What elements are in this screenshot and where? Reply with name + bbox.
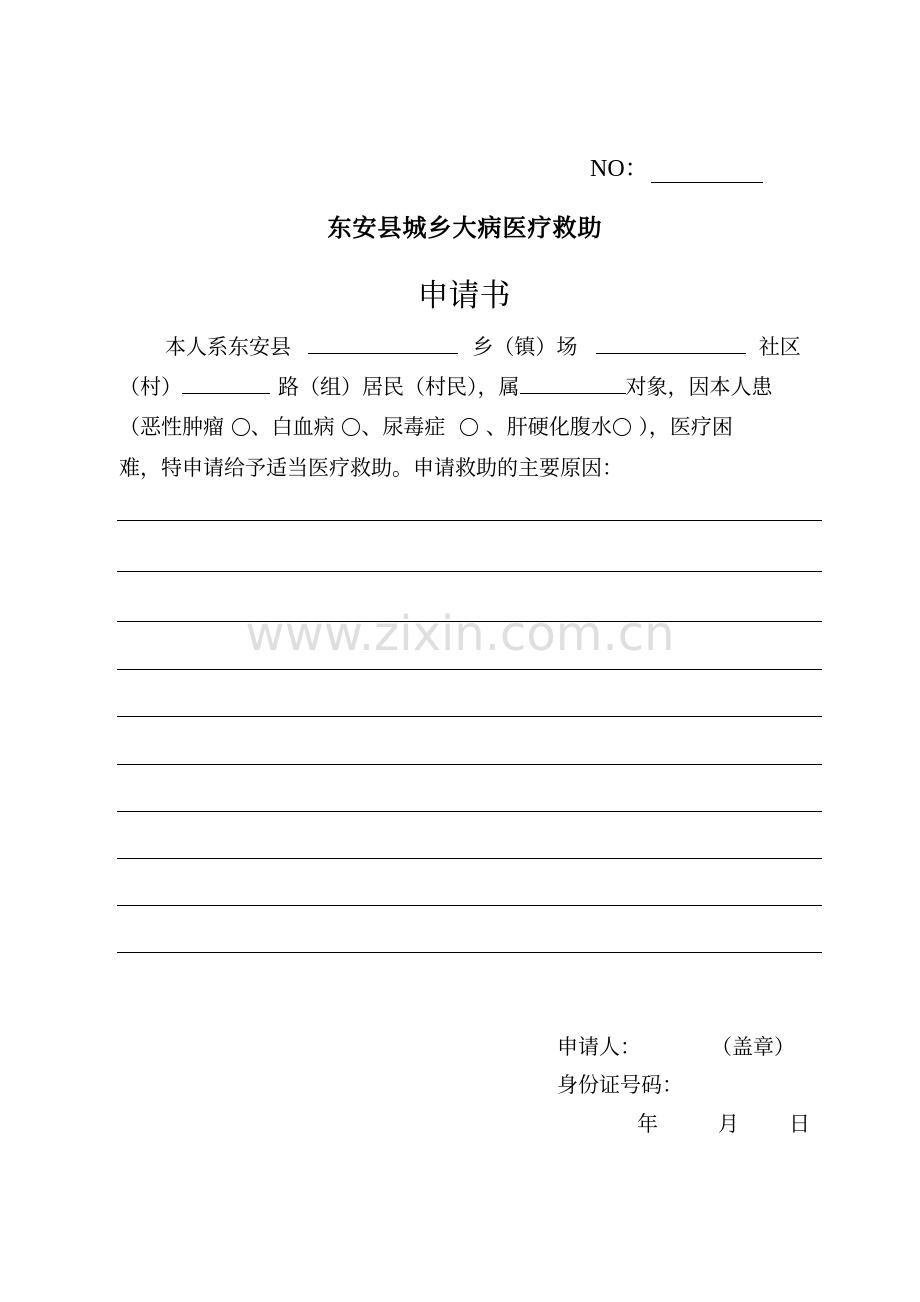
document-subtitle: 申请书	[417, 278, 511, 314]
resident-label: 路（组）居民（村民），属	[278, 375, 520, 399]
cirrhosis-label: 、肝硬化腹水	[485, 415, 612, 439]
reason-line[interactable]	[117, 716, 822, 717]
illness-label: 对象，因本人患	[625, 375, 773, 399]
watermark: www.zixin.com.cn	[245, 606, 675, 662]
tumor-checkbox[interactable]	[232, 418, 250, 436]
paragraph-line-3	[119, 411, 733, 441]
day-label: 日	[789, 1112, 810, 1136]
month-label: 月	[718, 1112, 739, 1136]
applicant-label: 申请人：	[557, 1035, 641, 1059]
number-field	[590, 148, 763, 183]
year-label: 年	[637, 1112, 658, 1136]
reason-line[interactable]	[117, 811, 822, 812]
reason-line[interactable]	[117, 764, 822, 765]
reason-line[interactable]	[117, 858, 822, 859]
uremia-label: 、尿毒症	[361, 415, 446, 439]
reason-line[interactable]	[117, 669, 822, 670]
road-blank[interactable]	[182, 371, 270, 394]
leukemia-checkbox[interactable]	[342, 418, 360, 436]
township-blank[interactable]	[596, 331, 746, 354]
tumor-label: （恶性肿瘤	[119, 415, 224, 439]
cirrhosis-checkbox[interactable]	[613, 418, 631, 436]
county-prefix: 本人系东安县	[165, 335, 291, 359]
community-label: 社区	[758, 335, 801, 359]
township-label: 乡（镇）场	[472, 335, 578, 359]
seal-label: （盖章）	[711, 1035, 795, 1059]
reason-line[interactable]	[117, 520, 822, 521]
reason-line[interactable]	[117, 571, 822, 572]
difficulty-label: ），医疗困	[638, 415, 733, 439]
paragraph-line-1	[165, 331, 801, 361]
paragraph-line-4: 难，特申请给予适当医疗救助。申请救助的主要原因：	[119, 456, 623, 480]
leukemia-label: 、白血病	[250, 415, 335, 439]
county-blank[interactable]	[308, 331, 458, 354]
uremia-checkbox[interactable]	[460, 418, 478, 436]
id-number-label: 身份证号码：	[557, 1073, 683, 1097]
reason-line[interactable]	[117, 905, 822, 906]
village-label: （村）	[119, 375, 182, 399]
number-label: NO：	[590, 156, 649, 182]
category-blank[interactable]	[520, 371, 626, 394]
reason-line[interactable]	[117, 952, 822, 953]
paragraph-line-2	[119, 371, 773, 401]
number-blank[interactable]	[651, 156, 763, 183]
document-title: 东安县城乡大病医疗救助	[327, 213, 603, 242]
